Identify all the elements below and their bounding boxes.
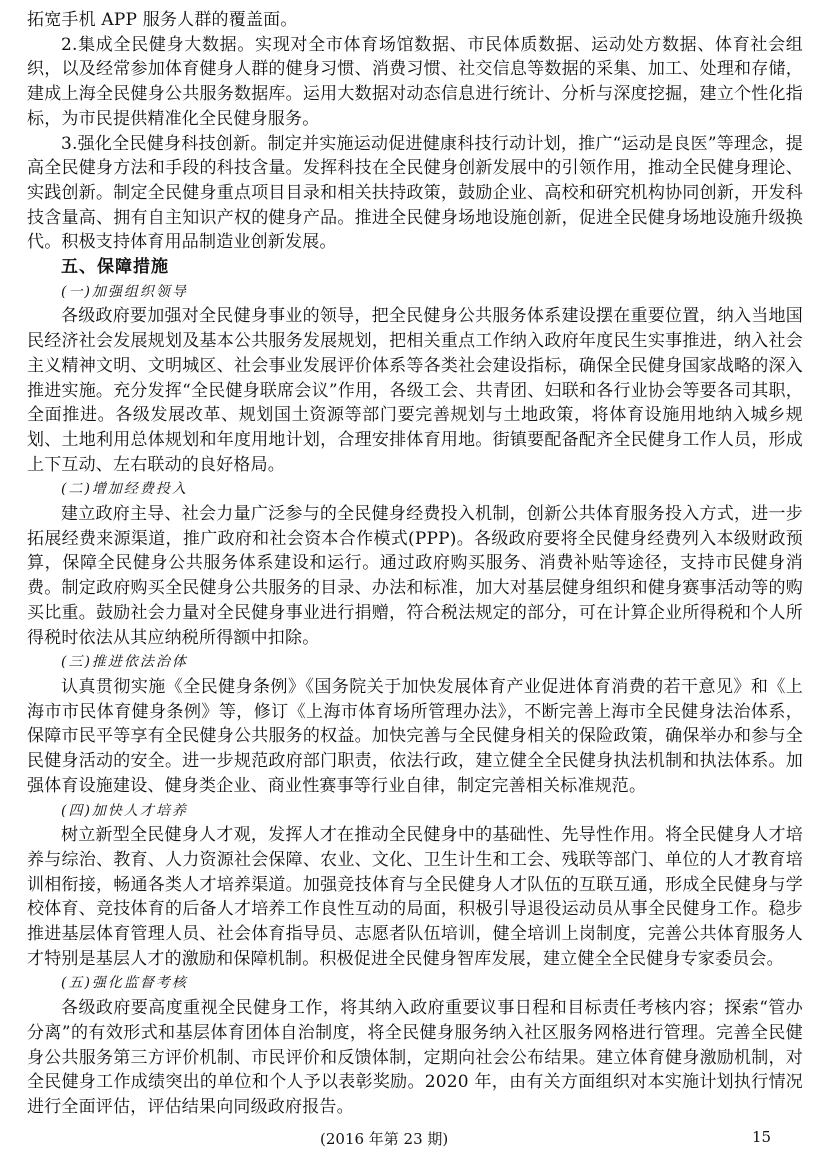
paragraph-tech-innovation: 3.强化全民健身科技创新。制定并实施运动促进健康科技行动计划，推广“运动是良医”等理念，提高全民健身方法和手段的科技含量。发挥科技在全民健身创新发展中的引领作用，推动全民健身理论、实践创新。制定全民健身重点项目目录和相关扶持政策，鼓励企业、高校和研究机构协同创新，开发科技含量高、拥有自主知识产权的健身产品。推进全民健身场地设施创新，促进全民健身场地设施升级换代。积极支持体育用品制造业创新发展。 [27,133,803,253]
subheading-leadership: (一)加强组织领导 [61,283,188,300]
document-body [27,8,803,1120]
paragraph-rule-of-law: 认真贯彻实施《全民健身条例》《国务院关于加快发展体育产业促进体育消费的若干意见》和《上海市市民体育健身条例》等，修订《上海市体育场所管理办法》，不断完善上海市全民健身法治体系，保障市民平等享有全民健身公共服务的权益。加快完善与全民健身相关的保险政策，确保举办和参与全民健身活动的安全。进一步规范政府部门职责，依法行政，建立健全全民健身执法机制和执法体系。加强体育设施建设、健身类企业、商业性赛事等行业自律，制定完善相关标准规范。 [27,676,803,796]
subheading-talent: (四)加快人才培养 [61,802,188,819]
paragraph-leadership: 各级政府要加强对全民健身事业的领导，把全民健身公共服务体系建设摆在重要位置，纳入当地国民经济社会发展规划及基本公共服务发展规划，把相关重点工作纳入政府年度民生实事推进，纳入社会主义精神文明、文明城区、社会事业发展评价体系等各类社会建设指标，确保全民健身国家战略的深入推进实施。充分发挥“全民健身联席会议”作用，各级工会、共青团、妇联和各行业协会等要各司其职，全面推进。各级发展改革、规划国土资源等部门要完善规划与土地政策，将体育设施用地纳入城乡规划、土地利用总体规划和年度用地计划，合理安排体育用地。街镇要配备配齐全民健身工作人员，形成上下互动、左右联动的良好格局。 [27,306,803,475]
subheading-supervision: (五)强化监督考核 [61,975,188,992]
paragraph-big-data: 2.集成全民健身大数据。实现对全市体育场馆数据、市民体质数据、运动处方数据、体育社会组织，以及经常参加体育健身人群的健身习惯、消费习惯、社交信息等数据的采集、加工、处理和存储，建成上海全民健身公共服务数据库。运用大数据对动态信息进行统计、分析与深度挖掘，建立个性化指标，为市民提供精准化全民健身服务。 [27,34,803,129]
page-footer [0,1128,827,1152]
page-number: 15 [752,1128,772,1146]
paragraph-funding: 建立政府主导、社会力量广泛参与的全民健身经费投入机制，创新公共体育服务投入方式，进一步拓展经费来源渠道，推广政府和社会资本合作模式(PPP)。各级政府要将全民健身经费列入本级财政预算，保障全民健身公共服务体系建设和运行。通过政府购买服务、消费补贴等途径，支持市民健身消费。制定政府购买全民健身公共服务的目录、办法和标准，加大对基层健身组织和健身赛事活动等的购买比重。鼓励社会力量对全民健身事业进行捐赠，符合税法规定的部分，可在计算企业所得税和个人所得税时依法从其应纳税所得额中扣除。 [27,504,803,648]
subheading-funding: (二)增加经费投入 [61,481,188,498]
paragraph-supervision: 各级政府要高度重视全民健身工作，将其纳入政府重要议事日程和目标责任考核内容；探索“管办分离”的有效形式和基层体育团体自治制度，将全民健身服务纳入社区服务网格进行管理。完善全民健身公共服务第三方评价机制、市民评价和反馈体制，定期向社会公布结果。建立体育健身激励机制，对全民健身工作成绩突出的单位和个人予以表彰奖励。2020 年，由有关方面组织对本实施计划执行情况进行全面评估，评估结果向同级政府报告。 [27,998,803,1117]
issue-label: (2016 年第 23 期) [320,1130,449,1148]
paragraph-talent: 树立新型全民健身人才观，发挥人才在推动全民健身中的基础性、先导性作用。将全民健身人才培养与综治、教育、人力资源社会保障、农业、文化、卫生计生和工会、残联等部门、单位的人才教育培训相衔接，畅通各类人才培养渠道。加强竞技体育与全民健身人才队伍的互联互通，形成全民健身与学校体育、竞技体育的后备人才培养工作良性互动的局面，积极引导退役运动员从事全民健身工作。稳步推进基层体育管理人员、社会体育指导员、志愿者队伍培训，健全培训上岗制度，完善公共体育服务人才特别是基层人才的激励和保障机制。积极促进全民健身智库发展，建立健全全民健身专家委员会。 [27,825,803,969]
paragraph-continuation: 拓宽手机 APP 服务人群的覆盖面。 [27,10,298,30]
subheading-rule-of-law: (三)推进依法治体 [61,654,188,671]
section-heading-guarantees: 五、保障措施 [61,257,169,278]
